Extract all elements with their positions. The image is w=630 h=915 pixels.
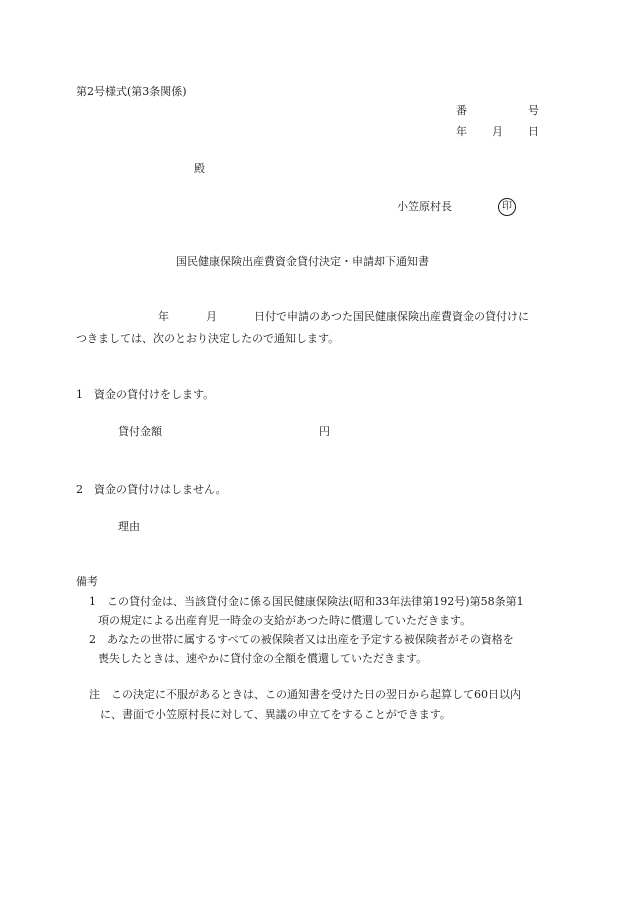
remarks-heading: 備考: [76, 575, 98, 588]
section-2-heading: 2 資金の貸付けはしません。: [76, 483, 227, 496]
loan-amount-label: 貸付金額: [118, 425, 162, 438]
remark-2-line-2: 喪失したときは、速やかに貸付金の全額を償還していただきます。: [98, 652, 428, 665]
remark-1-line-1: 1 この貸付金は、当該貸付金に係る国民健康保険法(昭和33年法律第192号)第58条第1: [89, 595, 524, 608]
body-date-month: 月: [206, 310, 217, 323]
body-date-year: 年: [158, 310, 169, 323]
remark-1-line-2: 項の規定による出産育児一時金の支給があつた時に償還していただきます。: [98, 614, 472, 627]
document-title: 国民健康保険出産費資金貸付決定・申請却下通知書: [176, 255, 429, 268]
loan-amount-unit: 円: [319, 425, 330, 438]
date-month-label: 月: [492, 125, 503, 138]
body-line-2: つきましては、次のとおり決定したので通知します。: [76, 332, 340, 345]
section-1-heading: 1 資金の貸付けをします。: [76, 388, 215, 401]
number-suffix: 号: [528, 104, 539, 117]
seal-icon: 印: [498, 198, 516, 216]
remark-2-line-1: 2 あなたの世帯に属するすべての被保険者又は出産を予定する被保険者がその資格を: [89, 633, 514, 646]
reason-label: 理由: [118, 520, 140, 533]
number-label: 番: [456, 104, 467, 117]
seal-mark: [498, 198, 516, 216]
body-line-1: 日付で申請のあつた国民健康保険出産費資金の貸付けに: [254, 310, 529, 323]
addressee-honorific: 殿: [194, 162, 205, 175]
notice-line-1: 注 この決定に不服があるときは、この通知書を受けた日の翌日から起算して60日以内: [89, 688, 521, 701]
date-day-label: 日: [528, 125, 539, 138]
issuer-name: 小笠原村長: [397, 200, 452, 213]
form-label: 第2号様式(第3条関係): [76, 85, 187, 98]
date-year-label: 年: [456, 125, 467, 138]
notice-line-2: に、書面で小笠原村長に対して、異議の申立てをすることができます。: [100, 708, 451, 721]
